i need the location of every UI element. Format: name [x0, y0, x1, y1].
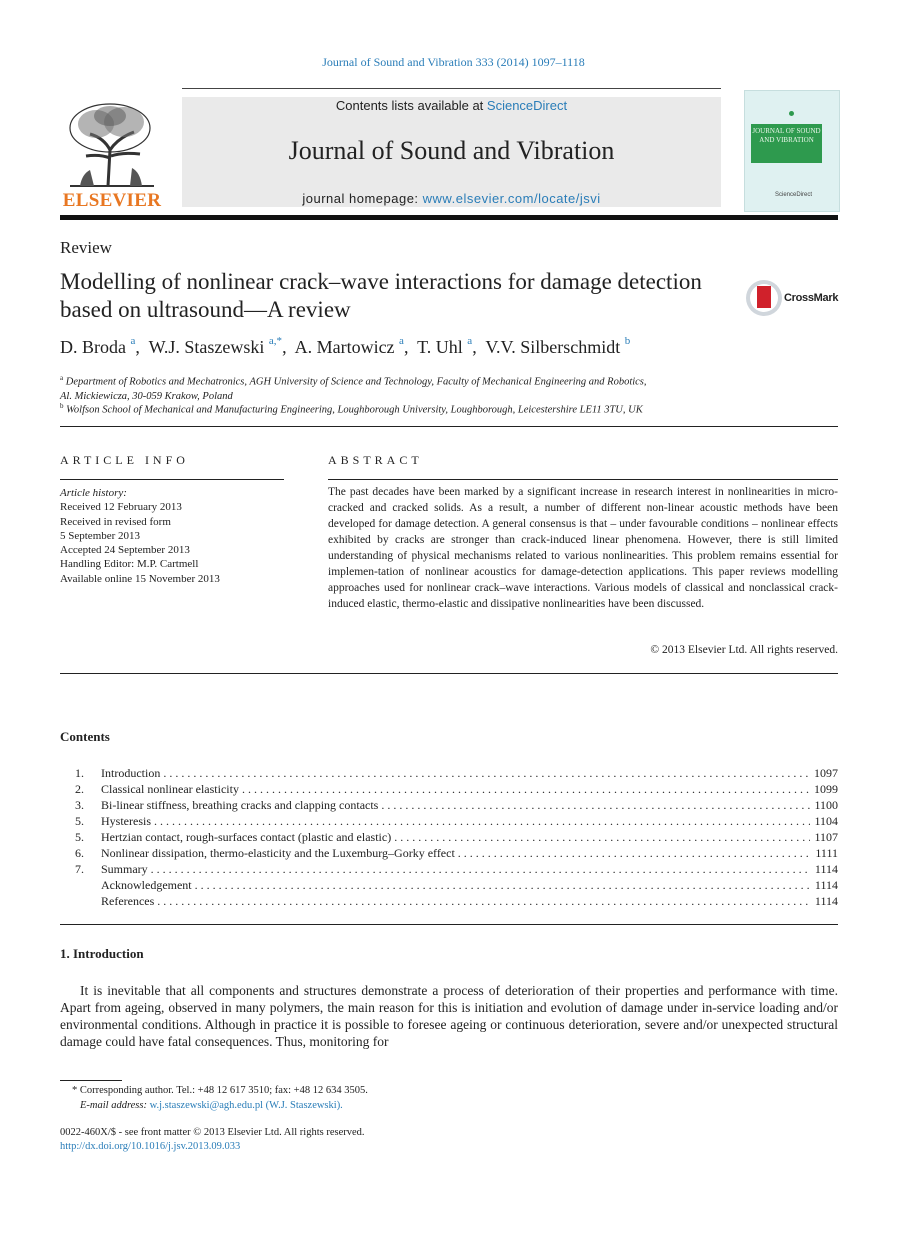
author-name: V.V. Silberschmidt: [485, 337, 621, 357]
introduction-heading: 1. Introduction: [60, 946, 144, 961]
header-rule: [182, 88, 721, 89]
email-footnote: [80, 1099, 343, 1113]
article-history: [60, 486, 220, 586]
cover-logo-dot: [789, 111, 794, 116]
toc-page: 1111: [811, 845, 838, 861]
contents-available-line: [182, 98, 721, 113]
history-label: Article history:: [60, 487, 127, 499]
toc-title[interactable]: References . . .: [101, 893, 838, 909]
abstract-bottom-rule: [60, 673, 838, 674]
history-line: Available online 15 November 2013: [60, 572, 220, 585]
affiliation-text-line2: Al. Mickiewicza, 30-059 Krakow, Poland: [60, 390, 233, 402]
history-line: Handling Editor: M.P. Cartmell: [60, 558, 199, 571]
journal-cover-image: [744, 90, 840, 212]
journal-citation[interactable]: Journal of Sound and Vibration 333 (2014) 1097–1118: [322, 55, 585, 69]
cover-title-band: JOURNAL OF SOUND AND VIBRATION: [751, 124, 822, 163]
article-info-heading: ARTICLE INFO: [60, 453, 189, 467]
toc-title[interactable]: Acknowledgement . . .: [101, 877, 838, 893]
sciencedirect-link[interactable]: ScienceDirect: [486, 98, 568, 113]
toc-entry[interactable]: [60, 781, 838, 797]
issn-line: 0022-460X/$ - see front matter © 2013 Elsevier Ltd. All rights reserved.: [60, 1127, 365, 1138]
toc-number: 6.: [75, 846, 84, 860]
abstract-text: The past decades have been marked by a significant increase in research interest in nonlinearities in micro-cracked and cracked solids. As a result, a number of different non-linear acoustic methods have been developed for damage detection. A general consensus is that – under favourable conditions – nonlinear effects exhibited by cracks are stronger than crack-induced linear phenomena. However, there is still limited understanding of physical mechanisms related to various nonlinearities. This problem remains essential for implemen-tation of nonlinear acoustics for damage-detection applications. This paper reviews modelling approaches used for nonlinear crack–wave interactions. Various models of classical and nonclassical crack-induced elastic, thermo-elastic and dissipative nonlinearities have been discussed.: [328, 486, 838, 610]
toc-title[interactable]: Nonlinear dissipation, thermo-elasticity and the Luxemburg–Gorky effect . . .: [101, 845, 838, 861]
toc-entry[interactable]: [60, 845, 838, 861]
toc-entry[interactable]: [60, 829, 838, 845]
author-name: D. Broda: [60, 337, 126, 357]
history-line: Accepted 24 September 2013: [60, 544, 190, 557]
crossmark-label[interactable]: CrossMark: [784, 292, 839, 304]
affiliation-mark: b: [60, 402, 64, 410]
author-affil-mark[interactable]: a: [467, 335, 473, 347]
crossmark-icon[interactable]: [746, 280, 782, 316]
abstract-heading: ABSTRACT: [328, 453, 423, 467]
toc-page: 1100: [810, 797, 838, 813]
contents-bottom-rule: [60, 924, 838, 925]
affiliation-text: Wolfson School of Mechanical and Manufacturing Engineering, Loughborough University, Loughborough, Leicestershire LE11 3TU, UK: [66, 404, 643, 416]
affiliation-mark: a: [60, 374, 64, 382]
author-affil-mark[interactable]: a,*: [268, 335, 283, 347]
abstract-rule: [328, 479, 838, 480]
info-top-rule: [60, 426, 838, 427]
toc-entry[interactable]: [60, 893, 838, 909]
author-name: A. Martowicz: [294, 337, 395, 357]
table-of-contents: [60, 765, 838, 909]
journal-name: Journal of Sound and Vibration: [288, 136, 615, 165]
cover-publisher: ScienceDirect: [775, 192, 813, 198]
toc-title[interactable]: Hysteresis . . .: [101, 813, 838, 829]
toc-number: 2.: [75, 782, 84, 796]
toc-number: 3.: [75, 798, 84, 812]
header-divider: [60, 215, 838, 220]
toc-title[interactable]: Bi-linear stiffness, breathing cracks and clapping contacts . . .: [101, 797, 838, 813]
email-label: E-mail address:: [80, 1100, 147, 1111]
affiliation-b: [60, 399, 643, 418]
toc-page: 1114: [811, 861, 838, 877]
toc-entry[interactable]: [60, 877, 838, 893]
toc-page: 1107: [810, 829, 838, 845]
crossmark-flag: [757, 286, 771, 308]
author-affil-mark[interactable]: a: [130, 335, 136, 347]
history-line: Received in revised form: [60, 515, 171, 528]
elsevier-tree-logo: [60, 98, 164, 190]
toc-entry[interactable]: [60, 797, 838, 813]
author-list: D. Broda $^a$, W.J. Staszewski $^{a,*}$, A. Martowicz $^a$, T. Uhl $^a$, V.V. Silberschmidt $^b$: [60, 335, 631, 357]
toc-page: 1114: [811, 877, 838, 893]
toc-number: 5.: [75, 830, 84, 844]
toc-number: 5.: [75, 814, 84, 828]
toc-title[interactable]: Classical nonlinear elasticity . . .: [101, 781, 838, 797]
toc-entry[interactable]: [60, 765, 838, 781]
toc-title[interactable]: Introduction . . .: [101, 765, 838, 781]
toc-page: 1097: [810, 765, 838, 781]
toc-page: 1104: [810, 813, 838, 829]
copyright-notice: © 2013 Elsevier Ltd. All rights reserved.: [650, 644, 838, 656]
toc-number: 7.: [75, 862, 84, 876]
article-type: Review: [60, 238, 112, 257]
author-affil-mark[interactable]: b: [624, 335, 631, 347]
footnote-rule: [60, 1080, 122, 1081]
journal-homepage-line: [182, 191, 721, 206]
history-line: 5 September 2013: [60, 529, 141, 542]
toc-title[interactable]: Summary . . .: [101, 861, 838, 877]
author-name: T. Uhl: [417, 337, 463, 357]
elsevier-wordmark: ELSEVIER: [62, 190, 162, 211]
corresponding-author-note: * Corresponding author. Tel.: +48 12 617 3510; fax: +48 12 634 3505.: [72, 1085, 368, 1096]
author-name: W.J. Staszewski: [148, 337, 265, 357]
article-title: Modelling of nonlinear crack–wave interactions for damage detection based on ultrasound—A review: [60, 269, 702, 322]
toc-entry[interactable]: [60, 861, 838, 877]
toc-page: 1114: [811, 893, 838, 909]
toc-entry[interactable]: [60, 813, 838, 829]
article-info-rule: [60, 479, 284, 480]
affiliation-text: Department of Robotics and Mechatronics, AGH University of Science and Technology, Faculty of Mechanical Engineering and Robotics,: [65, 376, 647, 388]
introduction-paragraph: It is inevitable that all components and structures demonstrate a process of deterioration of their properties and performance with time. Apart from ageing, observed in many polymers, the main reason for this is initiation and evolution of damage under in-service loading and/or environmental conditions. Although in practice it is possible to foresee ageing or continuous deterioration, severe and/or unexpected structural damage could have fatal consequences. Thus, monitoring for: [60, 983, 838, 1049]
email-link[interactable]: w.j.staszewski@agh.edu.pl: [149, 1100, 263, 1111]
toc-title[interactable]: Hertzian contact, rough-surfaces contact (plastic and elastic) . . .: [101, 829, 838, 845]
author-affil-mark[interactable]: a: [399, 335, 404, 347]
history-line: Received 12 February 2013: [60, 501, 182, 514]
toc-number: 1.: [75, 766, 84, 780]
contents-prefix: Contents lists available at: [335, 98, 487, 113]
homepage-prefix: journal homepage:: [302, 191, 423, 206]
contents-heading: Contents: [60, 729, 110, 744]
doi-link[interactable]: http://dx.doi.org/10.1016/j.jsv.2013.09.033: [60, 1141, 241, 1152]
journal-homepage-link[interactable]: www.elsevier.com/locate/jsvi: [422, 191, 601, 206]
email-suffix: (W.J. Staszewski).: [265, 1100, 343, 1111]
toc-page: 1099: [810, 781, 838, 797]
